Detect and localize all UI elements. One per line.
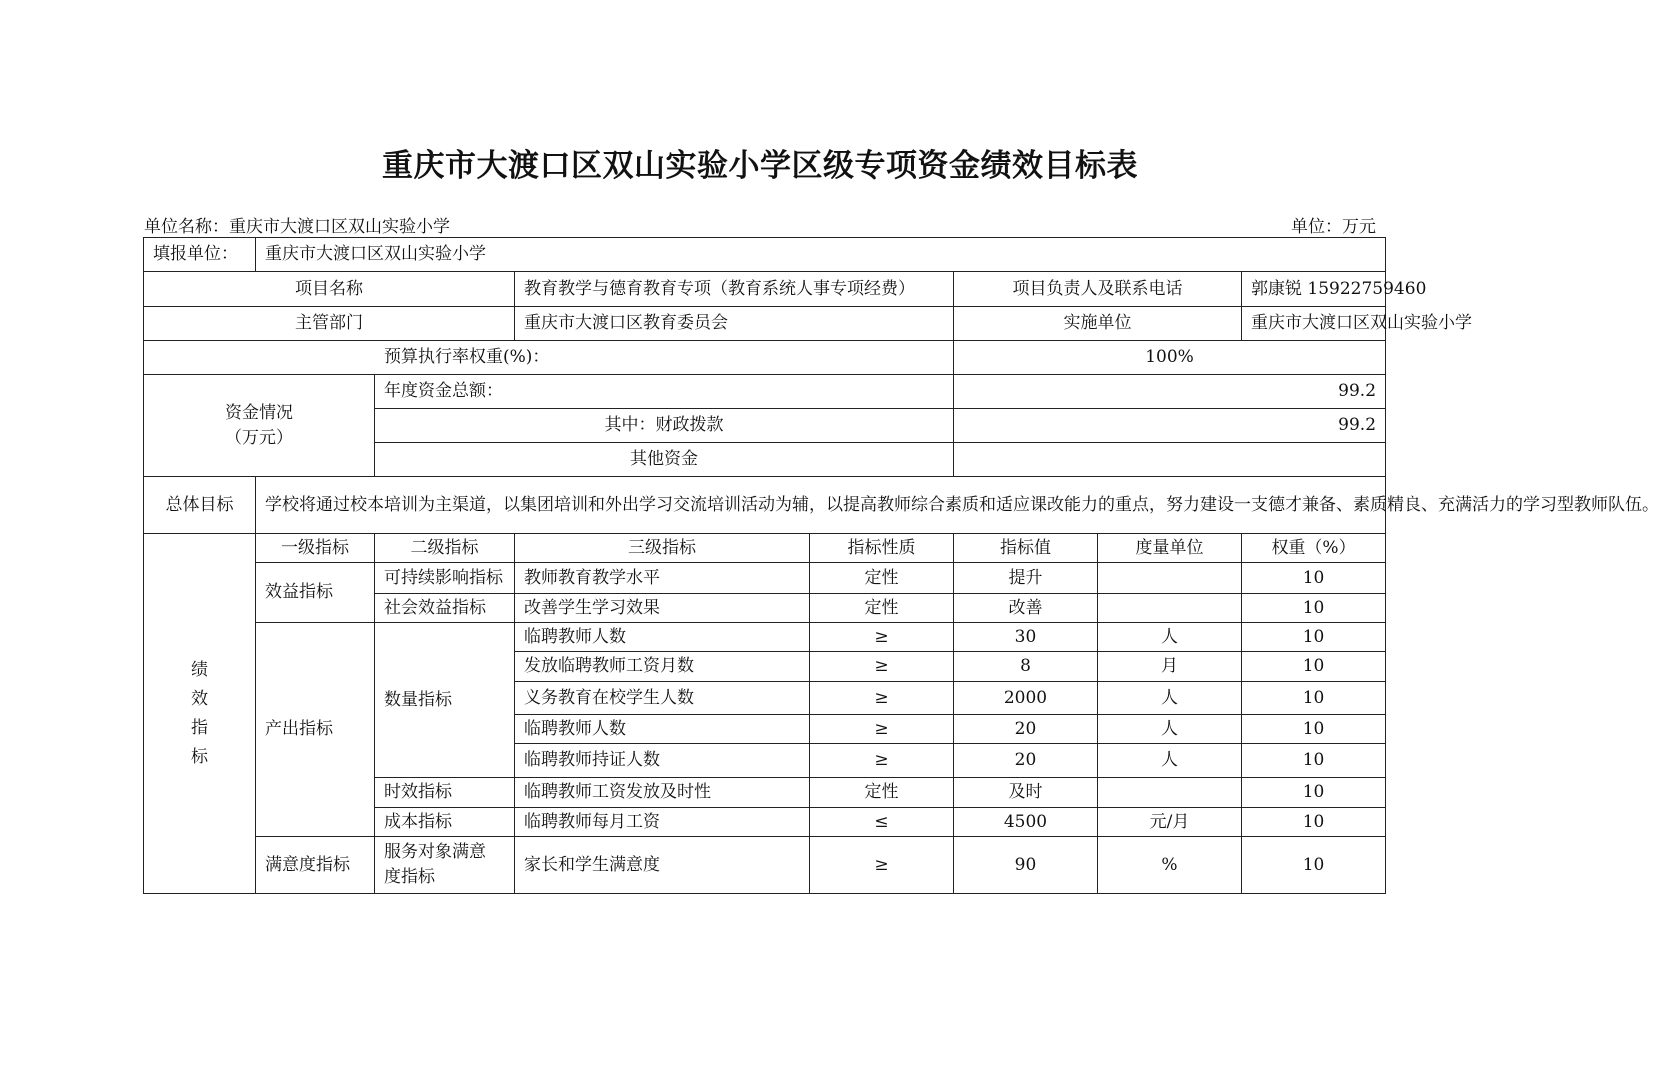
value-cell: 改善 [954, 594, 1098, 623]
indicator-header-row [144, 534, 1386, 563]
level2-quantity: 数量指标 [375, 623, 515, 778]
value-cell: 及时 [954, 778, 1098, 808]
fiscal-label: 其中：财政拨款 [375, 409, 954, 443]
level3-cell: 教师教育教学水平 [515, 563, 810, 594]
weight-cell: 10 [1242, 778, 1386, 808]
annual-total-row [144, 375, 1386, 409]
nature-cell: ≥ [810, 682, 954, 715]
side-char-4: 标 [191, 746, 208, 767]
header-level2: 二级指标 [375, 534, 515, 563]
project-name-row [144, 272, 1386, 307]
funds-label [144, 375, 375, 477]
unit-info-line [144, 212, 1376, 236]
unit-cell [1098, 778, 1242, 808]
level1-benefit: 效益指标 [256, 563, 375, 623]
unit-cell: 人 [1098, 682, 1242, 715]
overall-goal-text: 学校将通过校本培训为主渠道，以集团培训和外出学习交流培训活动为辅，以提高教师综合素质和适应课改能力的重点，努力建设一支德才兼备、素质精良、充满活力的学习型教师队伍。 [256, 477, 1386, 534]
dept-value: 重庆市大渡口区教育委员会 [515, 307, 954, 341]
impl-value: 重庆市大渡口区双山实验小学 [1242, 307, 1386, 341]
level3-cell: 发放临聘教师工资月数 [515, 652, 810, 682]
level1-output: 产出指标 [256, 623, 375, 837]
level3-cell: 家长和学生满意度 [515, 837, 810, 894]
unit-cell [1098, 563, 1242, 594]
header-level1: 一级指标 [256, 534, 375, 563]
value-cell: 20 [954, 744, 1098, 778]
unit-cell [1098, 594, 1242, 623]
dept-row [144, 307, 1386, 341]
other-funds-label: 其他资金 [375, 443, 954, 477]
nature-cell: ≥ [810, 837, 954, 894]
nature-cell: 定性 [810, 778, 954, 808]
unit-cell: 人 [1098, 623, 1242, 652]
funds-label-line1: 资金情况 [225, 402, 293, 423]
fiscal-value: 99.2 [954, 409, 1386, 443]
value-cell: 4500 [954, 808, 1098, 837]
level3-cell: 临聘教师人数 [515, 623, 810, 652]
level3-cell: 临聘教师持证人数 [515, 744, 810, 778]
nature-cell: ≥ [810, 744, 954, 778]
value-cell: 2000 [954, 682, 1098, 715]
header-value: 指标值 [954, 534, 1098, 563]
project-name-label: 项目名称 [144, 272, 515, 307]
budget-weight-row [144, 341, 1386, 375]
level3-cell: 临聘教师人数 [515, 715, 810, 744]
level2-cell: 成本指标 [375, 808, 515, 837]
weight-cell: 10 [1242, 837, 1386, 894]
table-row [144, 623, 1386, 652]
fill-unit-row [144, 238, 1386, 272]
dept-label: 主管部门 [144, 307, 515, 341]
level3-cell: 临聘教师每月工资 [515, 808, 810, 837]
value-cell: 提升 [954, 563, 1098, 594]
level3-cell: 改善学生学习效果 [515, 594, 810, 623]
value-cell: 90 [954, 837, 1098, 894]
annual-total-label: 年度资金总额： [375, 375, 954, 409]
contact-label: 项目负责人及联系电话 [954, 272, 1242, 307]
level2-cell: 时效指标 [375, 778, 515, 808]
value-cell: 30 [954, 623, 1098, 652]
nature-cell: ≤ [810, 808, 954, 837]
weight-cell: 10 [1242, 623, 1386, 652]
nature-cell: 定性 [810, 563, 954, 594]
value-cell: 8 [954, 652, 1098, 682]
side-char-3: 指 [191, 717, 208, 738]
page-title: 重庆市大渡口区双山实验小学区级专项资金绩效目标表 [382, 148, 1138, 184]
nature-cell: 定性 [810, 594, 954, 623]
overall-goal-label: 总体目标 [144, 477, 256, 534]
header-level3: 三级指标 [515, 534, 810, 563]
currency-unit-label: 单位：万元 [1291, 217, 1376, 237]
weight-cell: 10 [1242, 594, 1386, 623]
weight-cell: 10 [1242, 563, 1386, 594]
fill-unit-label: 填报单位： [144, 238, 256, 272]
unit-cell: 人 [1098, 744, 1242, 778]
nature-cell: ≥ [810, 623, 954, 652]
performance-target-table [143, 237, 1659, 894]
nature-cell: ≥ [810, 715, 954, 744]
level2-cell: 可持续影响指标 [375, 563, 515, 594]
impl-label: 实施单位 [954, 307, 1242, 341]
level2-cell [375, 837, 515, 894]
weight-cell: 10 [1242, 682, 1386, 715]
weight-cell: 10 [1242, 808, 1386, 837]
funds-label-line2: （万元） [225, 427, 293, 448]
table-row [144, 837, 1386, 894]
overall-goal-row [144, 477, 1386, 534]
unit-cell: 人 [1098, 715, 1242, 744]
weight-cell: 10 [1242, 744, 1386, 778]
unit-cell: 元/月 [1098, 808, 1242, 837]
budget-weight-value: 100% [954, 341, 1386, 375]
unit-name-label: 单位名称：重庆市大渡口区双山实验小学 [144, 217, 450, 237]
contact-value: 郭康锐 15922759460 [1242, 272, 1386, 307]
level1-satisfaction: 满意度指标 [256, 837, 375, 894]
header-nature: 指标性质 [810, 534, 954, 563]
weight-cell: 10 [1242, 652, 1386, 682]
unit-cell: % [1098, 837, 1242, 894]
fill-unit-value: 重庆市大渡口区双山实验小学 [256, 238, 1386, 272]
level3-cell: 临聘教师工资发放及时性 [515, 778, 810, 808]
nature-cell: ≥ [810, 652, 954, 682]
budget-weight-label: 预算执行率权重(%)： [144, 341, 954, 375]
level3-cell: 义务教育在校学生人数 [515, 682, 810, 715]
side-char-2: 效 [191, 688, 208, 709]
table-row [144, 563, 1386, 594]
annual-total-value: 99.2 [954, 375, 1386, 409]
value-cell: 20 [954, 715, 1098, 744]
header-unit: 度量单位 [1098, 534, 1242, 563]
other-funds-value [954, 443, 1386, 477]
weight-cell: 10 [1242, 715, 1386, 744]
performance-side-label [144, 534, 256, 894]
header-weight: 权重（%） [1242, 534, 1386, 563]
level2-cell: 社会效益指标 [375, 594, 515, 623]
level2-line1: 服务对象满意 [384, 842, 486, 862]
level2-line2: 度指标 [384, 867, 435, 887]
project-name-value: 教育教学与德育教育专项（教育系统人事专项经费） [515, 272, 954, 307]
unit-cell: 月 [1098, 652, 1242, 682]
side-char-1: 绩 [191, 659, 208, 680]
